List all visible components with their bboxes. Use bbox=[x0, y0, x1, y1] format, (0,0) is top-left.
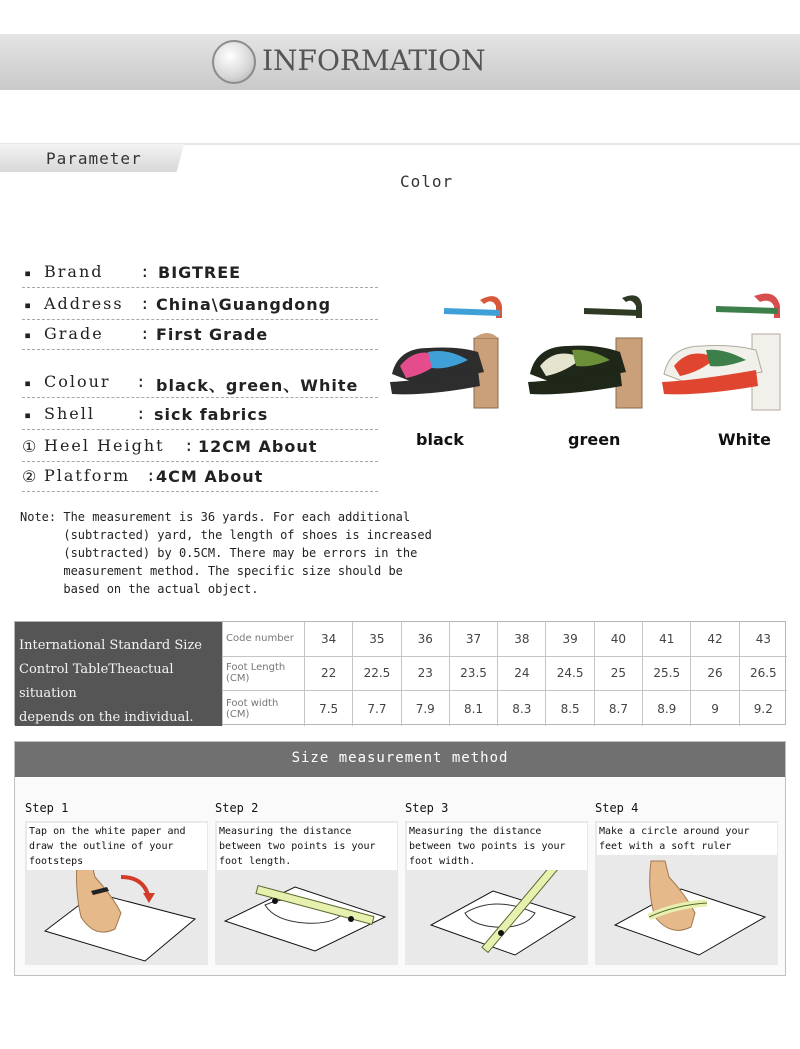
size-cell: 9 bbox=[690, 691, 738, 726]
size-cell: 39 bbox=[545, 622, 593, 657]
spec-row-grade: ▪ Grade : First Grade bbox=[22, 322, 378, 350]
size-cell: 23 bbox=[401, 657, 449, 692]
size-cell: 25 bbox=[594, 657, 642, 692]
circled-one-icon: ① bbox=[22, 437, 37, 456]
step-description: Make a circle around your feet with a soft ruler bbox=[597, 823, 777, 855]
step-label: Step 4 bbox=[595, 801, 639, 815]
spec-key: Brand bbox=[44, 262, 104, 281]
size-cell: 26.5 bbox=[739, 657, 787, 692]
step-illustration bbox=[595, 821, 778, 965]
size-grid bbox=[222, 622, 787, 726]
step-label: Step 3 bbox=[405, 801, 449, 815]
shoe-label-white: White bbox=[718, 430, 772, 449]
spec-value: China\Guangdong bbox=[156, 295, 332, 314]
shoe-label-green: green bbox=[568, 430, 621, 449]
step-4 bbox=[595, 787, 780, 967]
bullet-icon: ▪ bbox=[24, 408, 32, 422]
size-cell: 42 bbox=[690, 622, 738, 657]
spec-key: Platform bbox=[44, 466, 131, 485]
size-cell: 8.3 bbox=[497, 691, 545, 726]
spec-key: Heel Height bbox=[44, 436, 165, 455]
spec-row-shell: ▪ Shell : sick fabrics bbox=[22, 402, 378, 430]
size-cell: 36 bbox=[401, 622, 449, 657]
size-cell: 8.9 bbox=[642, 691, 690, 726]
shoe-label-black: black bbox=[416, 430, 464, 449]
bullet-icon: ▪ bbox=[24, 266, 32, 280]
size-row-label: Foot width (CM) bbox=[222, 691, 304, 726]
spec-key: Grade bbox=[44, 324, 104, 343]
measurement-section bbox=[14, 741, 786, 976]
size-cell: 35 bbox=[352, 622, 400, 657]
shoe-black-image bbox=[388, 288, 514, 418]
step-2 bbox=[215, 787, 400, 967]
step-description: Measuring the distance between two points is your foot width. bbox=[407, 823, 587, 870]
spec-key: Address bbox=[44, 294, 124, 313]
size-cell: 34 bbox=[304, 622, 352, 657]
spec-row-address: ▪ Address : China\Guangdong bbox=[22, 292, 378, 320]
size-table bbox=[14, 621, 786, 725]
step-3 bbox=[405, 787, 590, 967]
size-cell: 37 bbox=[449, 622, 497, 657]
size-cell: 7.9 bbox=[401, 691, 449, 726]
step-description: Measuring the distance between two points is your foot length. bbox=[217, 823, 397, 870]
step-illustration bbox=[215, 821, 398, 965]
size-cell: 8.1 bbox=[449, 691, 497, 726]
bullet-icon: ▪ bbox=[24, 376, 32, 390]
spec-value: sick fabrics bbox=[154, 405, 269, 424]
spec-value: 12CM About bbox=[198, 437, 318, 456]
spec-key: Colour bbox=[44, 372, 111, 391]
spec-value: black、green、White bbox=[156, 376, 359, 395]
step-label: Step 2 bbox=[215, 801, 259, 815]
parameter-label: Parameter bbox=[46, 149, 142, 168]
spec-key: Shell bbox=[44, 404, 95, 423]
spec-row-heel-height: ① Heel Height : 12CM About bbox=[22, 434, 378, 462]
size-cell: 7.7 bbox=[352, 691, 400, 726]
step-illustration bbox=[405, 821, 588, 965]
spec-row-platform: ② Platform : 4CM About bbox=[22, 464, 378, 492]
size-cell: 9.2 bbox=[739, 691, 787, 726]
shoe-green-image bbox=[526, 288, 652, 418]
spec-value: BIGTREE bbox=[158, 263, 242, 282]
size-cell: 7.5 bbox=[304, 691, 352, 726]
size-cell: 43 bbox=[739, 622, 787, 657]
banner-circle-icon bbox=[212, 40, 256, 84]
size-cell: 26 bbox=[690, 657, 738, 692]
shoe-white-image bbox=[660, 288, 786, 418]
size-cell: 25.5 bbox=[642, 657, 690, 692]
bullet-icon: ▪ bbox=[24, 298, 32, 312]
banner-title: INFORMATION bbox=[262, 44, 486, 77]
circled-two-icon: ② bbox=[22, 467, 37, 486]
bullet-icon: ▪ bbox=[24, 328, 32, 342]
measurement-note: Note: The measurement is 36 yards. For each additional (subtracted) yard, the length of shoes is increased (subtracted) by 0.5CM. There may be errors in the measurement method. The specific size should be based on the actual object. bbox=[20, 510, 432, 596]
size-row-label: Code number bbox=[222, 622, 304, 657]
size-cell: 24.5 bbox=[545, 657, 593, 692]
size-cell: 8.5 bbox=[545, 691, 593, 726]
size-cell: 38 bbox=[497, 622, 545, 657]
size-cell: 24 bbox=[497, 657, 545, 692]
color-heading: Color bbox=[400, 172, 454, 191]
size-table-title: International Standard Size Control TableTheactual situation depends on the individual. bbox=[15, 622, 222, 726]
spec-row-brand: ▪ Brand : BIGTREE bbox=[22, 260, 378, 288]
spec-row-colour: ▪ Colour : black、green、White bbox=[22, 370, 378, 398]
size-row-label: Foot Length (CM) bbox=[222, 657, 304, 692]
size-cell: 22.5 bbox=[352, 657, 400, 692]
size-cell: 23.5 bbox=[449, 657, 497, 692]
spec-value: First Grade bbox=[156, 325, 269, 344]
spec-value: 4CM About bbox=[156, 467, 264, 486]
size-cell: 8.7 bbox=[594, 691, 642, 726]
step-1 bbox=[25, 787, 210, 967]
measurement-title: Size measurement method bbox=[291, 750, 509, 766]
size-cell: 41 bbox=[642, 622, 690, 657]
size-cell: 40 bbox=[594, 622, 642, 657]
size-cell: 22 bbox=[304, 657, 352, 692]
step-label: Step 1 bbox=[25, 801, 69, 815]
step-illustration bbox=[25, 821, 208, 965]
step-description: Tap on the white paper and draw the outline of your footsteps bbox=[27, 823, 207, 870]
